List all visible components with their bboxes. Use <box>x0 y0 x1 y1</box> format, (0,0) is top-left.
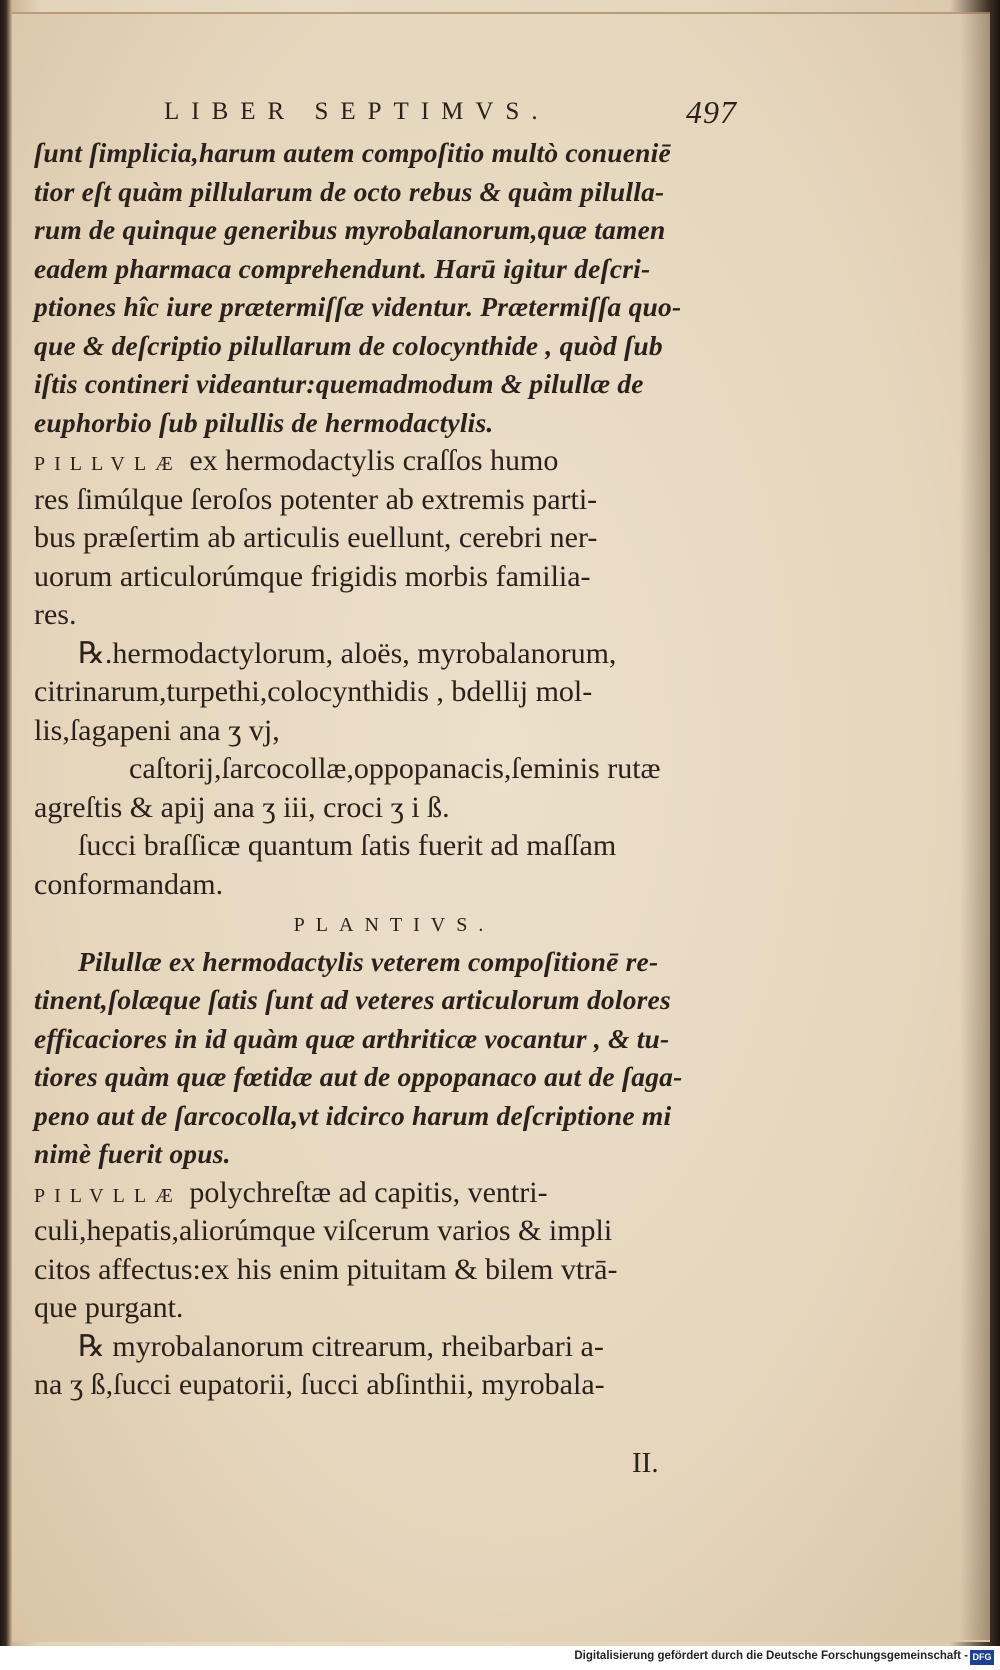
text-line: conformandam. <box>34 867 224 901</box>
text-line: tior eſt quàm pillularum de octo rebus & quàm pilulla- <box>34 175 665 207</box>
text-line: peno aut de ſarcocolla,vt idcirco harum deſcriptione mi <box>34 1099 672 1131</box>
section-heading: PLANTIVS. <box>293 914 495 936</box>
text-line: res. <box>34 598 77 631</box>
text-line: que & deſcriptio pilullarum de colocynthide , quòd ſub <box>34 329 663 361</box>
text-line: agreſtis & apij ana ʒ iii, croci ʒ i ß. <box>34 790 450 824</box>
line-text: polychreſtæ ad capitis, ventri- <box>181 1175 548 1209</box>
line-text: ex hermodactylis craſſos humo <box>181 444 559 477</box>
text-line: ℞.hermodactylorum, aloës, myrobalanorum, <box>78 636 617 670</box>
text-line: uorum articulorúmque frigidis morbis familia- <box>34 559 591 593</box>
text-line: tiores quàm quæ fœtidæ aut de oppopanaco aut de ſaga- <box>34 1061 683 1092</box>
footer-credit: Digitalisierung gefördert durch die Deutsche Forschungsgemeinschaft - <box>574 1650 968 1662</box>
text-line: ℞ myrobalanorum citrearum, rheibarbari a- <box>78 1329 604 1363</box>
page-edge-shadow <box>960 12 990 1640</box>
text-line: efficaciores in id quàm quæ arthriticæ vocantur , & tu- <box>34 1022 670 1054</box>
text-line: que purgant. <box>34 1291 184 1324</box>
book-page <box>12 12 990 1642</box>
text-line: bus præſertim ab articulis euellunt, cerebri ner- <box>34 521 598 554</box>
catchword: II. <box>632 1447 659 1479</box>
text-line <box>34 1174 754 1213</box>
text-line: tinent,ſolæque ſatis ſunt ad veteres articulorum dolores <box>34 984 671 1015</box>
text-line: res ſimúlque ſeroſos potenter ab extremis parti- <box>34 482 598 516</box>
text-line: rum de quinque generibus myrobalanorum,quæ tamen <box>34 214 666 245</box>
text-line: iſtis contineri videantur:quemadmodum & pilullæ de <box>34 368 644 399</box>
text-line: eadem pharmaca comprehendunt. Harū igitur deſcri- <box>34 252 651 284</box>
text-line: Pilullæ ex hermodactylis veterem compoſitionē re- <box>78 945 659 977</box>
text-line <box>34 442 754 481</box>
text-line: ſunt ſimplicia,harum autem compoſitio multò conueniē <box>34 137 671 168</box>
text-line: culi,hepatis,aliorúmque viſcerum varios & impli <box>34 1214 613 1247</box>
body-text <box>34 134 754 1405</box>
text-line: citrinarum,turpethi,colocynthidis , bdellij mol- <box>34 675 593 708</box>
text-line: ſucci braſſicæ quantum ſatis fuerit ad maſſam <box>78 829 617 862</box>
text-line: caſtorij,ſarcocollæ,oppopanacis,ſeminis rutæ <box>129 752 661 785</box>
text-line: na ʒ ß,ſucci eupatorii, ſucci abſinthii, myrobala- <box>34 1368 605 1401</box>
running-head <box>34 82 754 134</box>
text-line: lis,ſagapeni ana ʒ vj, <box>34 713 280 747</box>
running-title: LIBER SEPTIMVS. <box>164 98 550 125</box>
text-line: ptiones hîc iure prætermiſſæ videntur. Prætermiſſa quo- <box>34 291 682 322</box>
lead-word: PILVLLÆ <box>34 1184 182 1207</box>
dfg-logo: DFG <box>970 1650 994 1665</box>
text-block <box>34 82 754 1405</box>
page-number: 497 <box>686 94 737 130</box>
footer-bar <box>0 1646 1000 1670</box>
text-line: euphorbio ſub pilullis de hermodactylis. <box>34 406 494 438</box>
text-line: nimè fuerit opus. <box>34 1138 231 1169</box>
text-line: citos affectus:ex his enim pituitam & bilem vtrā- <box>34 1252 618 1286</box>
lead-word: PILLVLÆ <box>34 453 182 475</box>
